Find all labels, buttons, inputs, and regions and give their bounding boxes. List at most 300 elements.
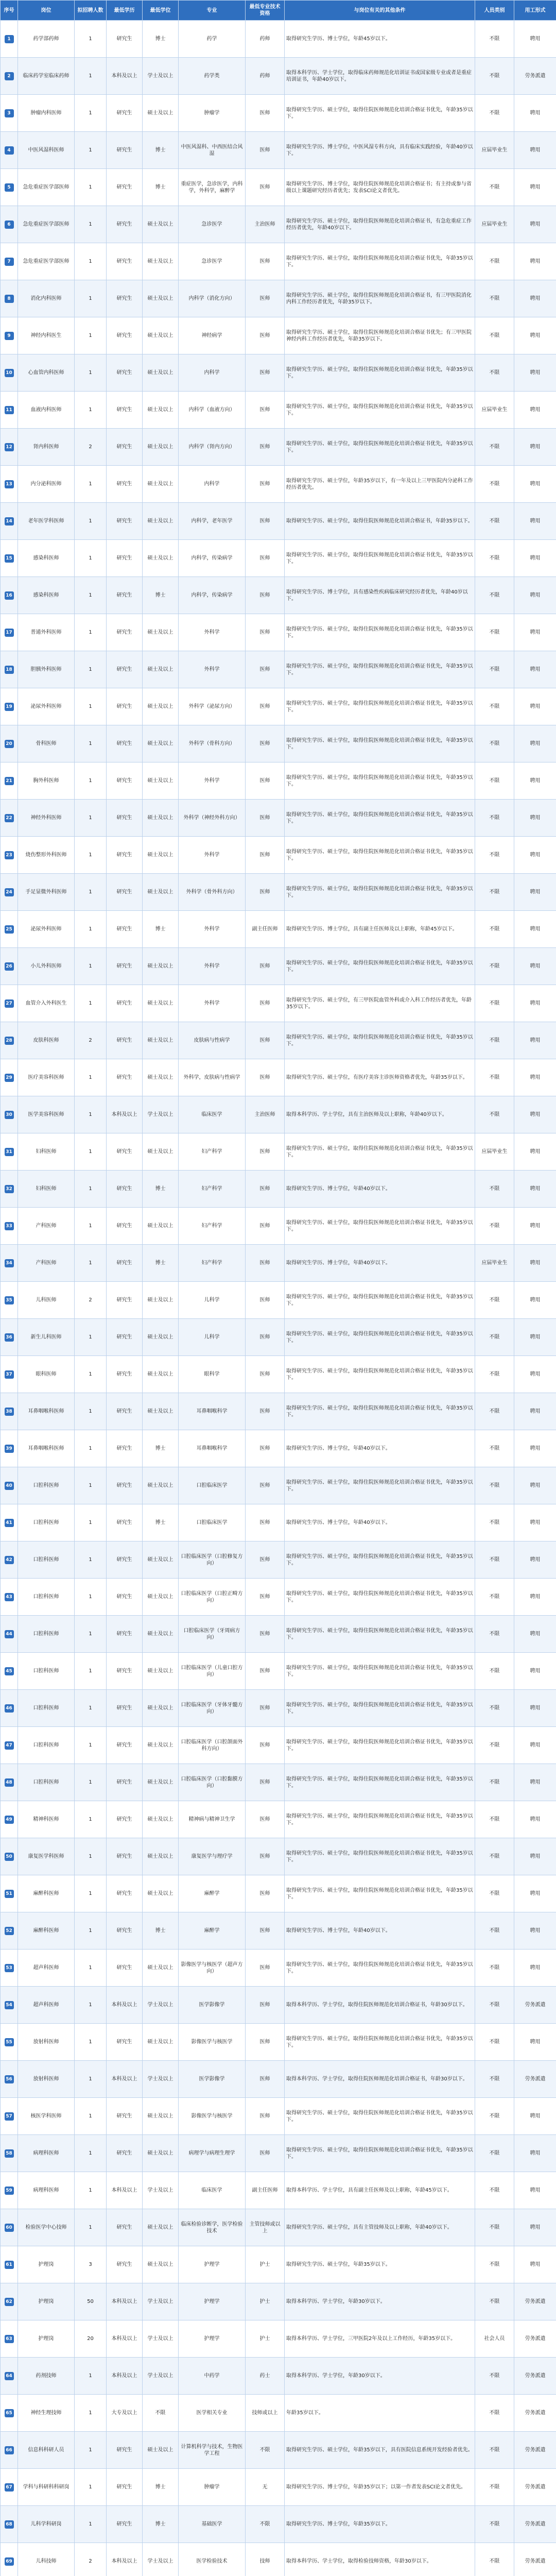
row-number-badge: 41 (5, 1519, 14, 1527)
cell-major: 外科学 (179, 762, 246, 800)
header-count: 拟招聘人数 (75, 1, 107, 21)
cell-conditions: 取得研究生学历、硕士学位，具有主管技师及以上职称，年龄40岁以下。 (285, 2209, 475, 2246)
cell-count: 1 (75, 2098, 107, 2135)
cell-conditions: 取得研究生学历、硕士学位，取得住院医师规范化培训合格证书优先，年龄35岁以下。 (285, 874, 475, 911)
row-number-badge: 33 (5, 1222, 14, 1230)
cell-employment-form: 聘用 (514, 1282, 556, 1319)
row-number-badge: 68 (5, 2520, 14, 2529)
cell-count: 1 (75, 1653, 107, 1690)
cell-qualification: 副主任医师 (246, 2172, 285, 2209)
cell-no (1, 1504, 18, 1541)
cell-conditions: 取得研究生学历、硕士学位，取得住院医师规范化培训合格证书优先，年龄35岁以下。 (285, 762, 475, 800)
cell-qualification: 医师 (246, 614, 285, 651)
table-row (1, 429, 556, 466)
cell-education: 研究生 (107, 466, 143, 503)
cell-employment-form: 聘用 (514, 911, 556, 948)
cell-major: 中医风湿科、中西医结合风湿 (179, 132, 246, 169)
cell-person-type: 不限 (475, 21, 514, 58)
cell-degree: 硕士及以上 (143, 1208, 179, 1245)
cell-major: 肿瘤学 (179, 95, 246, 132)
cell-no (1, 2543, 18, 2576)
cell-degree: 硕士及以上 (143, 1541, 179, 1579)
table-row (1, 2061, 556, 2098)
cell-person-type: 不限 (475, 1282, 514, 1319)
cell-degree: 硕士及以上 (143, 317, 179, 354)
cell-major: 外科学（泌尿方向） (179, 688, 246, 725)
cell-conditions: 取得研究生学历、博士学位，年龄45岁以下。 (285, 21, 475, 58)
cell-no (1, 1579, 18, 1616)
cell-degree: 硕士及以上 (143, 1393, 179, 1430)
cell-count: 1 (75, 1504, 107, 1541)
cell-education: 本科及以上 (107, 2320, 143, 2358)
cell-education: 研究生 (107, 1171, 143, 1208)
cell-degree: 硕士及以上 (143, 1950, 179, 1987)
cell-conditions: 取得本科学历、学士学位，年龄30岁以下。 (285, 2358, 475, 2395)
cell-education: 研究生 (107, 1245, 143, 1282)
table-row (1, 1579, 556, 1616)
cell-education: 本科及以上 (107, 1096, 143, 1133)
cell-person-type: 不限 (475, 688, 514, 725)
cell-conditions: 取得研究生学历、硕士学位，取得住院医师规范化培训合格证书优先，年龄35岁以下。 (285, 614, 475, 651)
table-row (1, 2209, 556, 2246)
cell-conditions: 取得研究生学历、硕士学位，取得住院医师规范化培训合格证书优先，年龄35岁以下。 (285, 800, 475, 837)
cell-qualification: 主治医师 (246, 206, 285, 243)
cell-conditions: 取得研究生学历、博士学位，年龄40岁以下。 (285, 1245, 475, 1282)
cell-qualification: 医师 (246, 1727, 285, 1764)
cell-employment-form: 聘用 (514, 429, 556, 466)
cell-no (1, 58, 18, 95)
cell-education: 研究生 (107, 1356, 143, 1393)
cell-employment-form: 聘用 (514, 1208, 556, 1245)
row-number-badge: 46 (5, 1704, 14, 1713)
cell-major: 重症医学，急诊医学，内科学，外科学，麻醉学 (179, 169, 246, 206)
cell-no (1, 1801, 18, 1838)
cell-qualification: 主管技师或以上 (246, 2209, 285, 2246)
cell-post: 耳鼻咽喉科医师 (18, 1430, 75, 1467)
cell-qualification: 医师 (246, 1319, 285, 1356)
cell-employment-form: 劳务派遣 (514, 2283, 556, 2320)
cell-degree: 博士 (143, 1430, 179, 1467)
cell-education: 研究生 (107, 2098, 143, 2135)
cell-post: 手足显微外科医师 (18, 874, 75, 911)
row-number-badge: 21 (5, 777, 14, 785)
cell-person-type: 不限 (475, 354, 514, 392)
cell-qualification: 医师 (246, 1690, 285, 1727)
row-number-badge: 23 (5, 851, 14, 859)
cell-no (1, 1690, 18, 1727)
cell-post: 老年医学科医师 (18, 503, 75, 540)
cell-count: 1 (75, 1987, 107, 2024)
table-row (1, 2469, 556, 2506)
cell-post: 胆胰外科医师 (18, 651, 75, 688)
cell-person-type: 不限 (475, 1801, 514, 1838)
table-row (1, 2024, 556, 2061)
cell-post: 口腔科医师 (18, 1504, 75, 1541)
cell-qualification: 医师 (246, 243, 285, 280)
cell-major: 护理学 (179, 2320, 246, 2358)
row-number-badge: 62 (5, 2298, 14, 2306)
cell-post: 口腔科医师 (18, 1579, 75, 1616)
cell-education: 研究生 (107, 1282, 143, 1319)
cell-degree: 博士 (143, 169, 179, 206)
cell-employment-form: 劳务派遣 (514, 2543, 556, 2576)
table-row (1, 1801, 556, 1838)
cell-qualification: 医师 (246, 1504, 285, 1541)
cell-employment-form: 聘用 (514, 1245, 556, 1282)
cell-post: 耳鼻咽喉科医师 (18, 1393, 75, 1430)
cell-employment-form: 聘用 (514, 132, 556, 169)
cell-person-type: 不限 (475, 1541, 514, 1579)
cell-degree: 硕士及以上 (143, 503, 179, 540)
cell-major: 儿科学 (179, 1319, 246, 1356)
cell-degree: 硕士及以上 (143, 280, 179, 317)
cell-degree: 硕士及以上 (143, 392, 179, 429)
table-row (1, 1764, 556, 1801)
table-row (1, 206, 556, 243)
row-number-badge: 69 (5, 2557, 14, 2566)
cell-major: 精神病与精神卫生学 (179, 1801, 246, 1838)
cell-conditions: 取得本科学历、学士学位，取得住院医师规范化培训合格证书，年龄30岁以下。 (285, 2061, 475, 2098)
cell-education: 研究生 (107, 1838, 143, 1875)
row-number-badge: 35 (5, 1296, 14, 1304)
cell-conditions: 取得研究生学历、硕士学位，取得住院医师规范化培训合格证书优先，年龄35岁以下。 (285, 1541, 475, 1579)
cell-count: 1 (75, 21, 107, 58)
row-number-badge: 22 (5, 814, 14, 822)
cell-conditions: 取得研究生学历、博士学位，年龄40岁以下。 (285, 1912, 475, 1950)
table-row (1, 1430, 556, 1467)
cell-education: 研究生 (107, 614, 143, 651)
cell-post: 肾内科医师 (18, 429, 75, 466)
cell-post: 医学美容科医师 (18, 1096, 75, 1133)
cell-employment-form: 聘用 (514, 2024, 556, 2061)
cell-qualification: 医师 (246, 1171, 285, 1208)
cell-education: 研究生 (107, 540, 143, 577)
table-row (1, 1690, 556, 1727)
cell-qualification: 医师 (246, 2024, 285, 2061)
cell-post: 病理科医师 (18, 2172, 75, 2209)
cell-count: 1 (75, 2024, 107, 2061)
cell-count: 2 (75, 1022, 107, 1059)
cell-major: 医学影像学 (179, 1987, 246, 2024)
cell-person-type: 不限 (475, 1022, 514, 1059)
row-number-badge: 32 (5, 1185, 14, 1193)
cell-post: 学科与科研科科研岗 (18, 2469, 75, 2506)
table-row (1, 132, 556, 169)
cell-education: 研究生 (107, 1541, 143, 1579)
row-number-badge: 9 (5, 332, 14, 340)
cell-person-type: 不限 (475, 1504, 514, 1541)
cell-no (1, 21, 18, 58)
cell-person-type: 不限 (475, 1764, 514, 1801)
cell-count: 1 (75, 725, 107, 762)
cell-education: 研究生 (107, 429, 143, 466)
cell-person-type: 应届毕业生 (475, 1133, 514, 1171)
cell-qualification: 不限 (246, 2506, 285, 2543)
cell-major: 神经病学 (179, 317, 246, 354)
row-number-badge: 28 (5, 1037, 14, 1045)
cell-education: 本科及以上 (107, 2283, 143, 2320)
cell-person-type: 应届毕业生 (475, 206, 514, 243)
cell-degree: 硕士及以上 (143, 985, 179, 1022)
cell-count: 1 (75, 2506, 107, 2543)
table-row (1, 2172, 556, 2209)
cell-qualification: 副主任医师 (246, 911, 285, 948)
cell-person-type: 不限 (475, 466, 514, 503)
cell-qualification: 医师 (246, 837, 285, 874)
cell-person-type: 应届毕业生 (475, 392, 514, 429)
cell-major: 口腔临床医学（口腔黏膜方向） (179, 1764, 246, 1801)
cell-count: 1 (75, 1245, 107, 1282)
cell-conditions: 取得研究生学历、硕士学位，取得住院医师规范化培训合格证书优先，年龄35岁以下。 (285, 1282, 475, 1319)
row-number-badge: 11 (5, 406, 14, 414)
cell-post: 感染科医师 (18, 577, 75, 614)
cell-no (1, 1912, 18, 1950)
cell-conditions: 取得研究生学历、硕士学位，取得住院医师规范化培训合格证书优先；有三甲医院神经内科工作经历者优先，年龄35岁以下。 (285, 317, 475, 354)
cell-person-type: 不限 (475, 800, 514, 837)
cell-qualification: 医师 (246, 1133, 285, 1171)
cell-qualification: 医师 (246, 95, 285, 132)
cell-major: 内科学（肾内方向） (179, 429, 246, 466)
cell-count: 1 (75, 651, 107, 688)
cell-no (1, 1875, 18, 1912)
cell-major: 内科学，老年医学 (179, 503, 246, 540)
cell-qualification: 医师 (246, 466, 285, 503)
row-number-badge: 30 (5, 1111, 14, 1119)
cell-conditions: 取得研究生学历、硕士学位，年龄35岁以下。 (285, 2246, 475, 2283)
cell-conditions: 取得研究生学历、硕士学位，取得住院医师规范化培训合格证书优先，年龄35岁以下。 (285, 1616, 475, 1653)
table-row (1, 21, 556, 58)
cell-count: 1 (75, 1319, 107, 1356)
cell-major: 儿科学 (179, 1282, 246, 1319)
cell-post: 精神科医师 (18, 1801, 75, 1838)
cell-education: 研究生 (107, 688, 143, 725)
cell-conditions: 取得研究生学历、硕士学位，取得住院医师规范化培训合格证书优先，年龄35岁以下。 (285, 1133, 475, 1171)
cell-person-type: 不限 (475, 1059, 514, 1096)
cell-major: 计算机科学与技术，生物医学工程 (179, 2432, 246, 2469)
cell-no (1, 837, 18, 874)
cell-education: 研究生 (107, 1319, 143, 1356)
table-row (1, 2246, 556, 2283)
cell-degree: 博士 (143, 1912, 179, 1950)
cell-education: 研究生 (107, 169, 143, 206)
cell-education: 研究生 (107, 837, 143, 874)
cell-person-type: 不限 (475, 95, 514, 132)
cell-education: 研究生 (107, 1579, 143, 1616)
cell-degree: 硕士及以上 (143, 874, 179, 911)
table-row (1, 1245, 556, 1282)
row-number-badge: 63 (5, 2335, 14, 2343)
row-number-badge: 20 (5, 740, 14, 748)
cell-qualification: 主治医师 (246, 1096, 285, 1133)
cell-qualification: 医师 (246, 280, 285, 317)
row-number-badge: 34 (5, 1259, 14, 1267)
cell-education: 本科及以上 (107, 2543, 143, 2576)
cell-conditions: 取得研究生学历、硕士学位，取得住院医师规范化培训合格证书优先，年龄35岁以下。 (285, 948, 475, 985)
table-row (1, 392, 556, 429)
cell-conditions: 取得研究生学历、博士学位，具有副主任医师及以上职称，年龄45岁以下。 (285, 911, 475, 948)
cell-no (1, 1208, 18, 1245)
cell-major: 护理学 (179, 2283, 246, 2320)
row-number-badge: 66 (5, 2446, 14, 2454)
cell-conditions: 取得研究生学历、硕士学位，取得住院医师规范化培训合格证书优先，年龄35岁以下。 (285, 1579, 475, 1616)
cell-employment-form: 聘用 (514, 1912, 556, 1950)
row-number-badge: 58 (5, 2149, 14, 2158)
cell-post: 口腔科医师 (18, 1467, 75, 1504)
cell-employment-form: 聘用 (514, 1430, 556, 1467)
cell-major: 妇产科学 (179, 1171, 246, 1208)
cell-no (1, 2061, 18, 2098)
cell-person-type: 不限 (475, 948, 514, 985)
cell-degree: 学士及以上 (143, 2172, 179, 2209)
cell-major: 内科学，传染病学 (179, 577, 246, 614)
cell-employment-form: 聘用 (514, 1133, 556, 1171)
cell-no (1, 1838, 18, 1875)
cell-major: 外科学 (179, 948, 246, 985)
row-number-badge: 53 (5, 1964, 14, 1972)
cell-post: 泌尿外科医师 (18, 688, 75, 725)
table-row (1, 243, 556, 280)
cell-employment-form: 聘用 (514, 1171, 556, 1208)
cell-no (1, 354, 18, 392)
table-row (1, 503, 556, 540)
header-education: 最低学历 (107, 1, 143, 21)
cell-employment-form: 聘用 (514, 1801, 556, 1838)
cell-education: 研究生 (107, 911, 143, 948)
header-degree: 最低学位 (143, 1, 179, 21)
cell-employment-form: 聘用 (514, 800, 556, 837)
cell-post: 麻醉科医师 (18, 1912, 75, 1950)
cell-employment-form: 聘用 (514, 243, 556, 280)
cell-no (1, 762, 18, 800)
cell-education: 研究生 (107, 800, 143, 837)
cell-qualification: 不限 (246, 2432, 285, 2469)
table-row (1, 1616, 556, 1653)
cell-person-type: 应届毕业生 (475, 132, 514, 169)
cell-degree: 硕士及以上 (143, 1059, 179, 1096)
table-row (1, 911, 556, 948)
cell-education: 研究生 (107, 1059, 143, 1096)
cell-post: 麻醉科医师 (18, 1875, 75, 1912)
row-number-badge: 27 (5, 999, 14, 1008)
cell-post: 急危重症医学部医师 (18, 169, 75, 206)
table-row (1, 2506, 556, 2543)
table-row (1, 2135, 556, 2172)
cell-no (1, 1096, 18, 1133)
cell-conditions: 取得研究生学历、硕士学位，取得住院医师规范化培训合格证书优先，年龄35岁以下。 (285, 1875, 475, 1912)
cell-education: 研究生 (107, 762, 143, 800)
table-row (1, 948, 556, 985)
row-number-badge: 26 (5, 962, 14, 971)
cell-count: 1 (75, 2135, 107, 2172)
cell-education: 研究生 (107, 1616, 143, 1653)
cell-employment-form: 聘用 (514, 21, 556, 58)
cell-employment-form: 聘用 (514, 1690, 556, 1727)
row-number-badge: 6 (5, 221, 14, 229)
cell-employment-form: 聘用 (514, 540, 556, 577)
cell-count: 1 (75, 985, 107, 1022)
cell-degree: 学士及以上 (143, 2283, 179, 2320)
cell-conditions: 取得本科学历、学士学位，取得住院医师规范化培训合格证书，年龄30岁以下。 (285, 1987, 475, 2024)
cell-person-type: 不限 (475, 2395, 514, 2432)
table-row (1, 1950, 556, 1987)
cell-no (1, 1133, 18, 1171)
cell-major: 护理学 (179, 2246, 246, 2283)
cell-count: 1 (75, 1430, 107, 1467)
cell-conditions: 取得研究生学历、硕士学位，有医疗美容主诊医师资格者优先，年龄35岁以下。 (285, 1059, 475, 1096)
cell-employment-form: 劳务派遣 (514, 1987, 556, 2024)
cell-no (1, 1653, 18, 1690)
row-number-badge: 13 (5, 480, 14, 488)
cell-post: 中医风湿科医师 (18, 132, 75, 169)
cell-education: 研究生 (107, 1875, 143, 1912)
header-no: 序号 (1, 1, 18, 21)
cell-degree: 学士及以上 (143, 2358, 179, 2395)
cell-count: 1 (75, 354, 107, 392)
cell-qualification: 护士 (246, 2283, 285, 2320)
cell-employment-form: 聘用 (514, 354, 556, 392)
cell-person-type: 不限 (475, 2172, 514, 2209)
table-row (1, 2432, 556, 2469)
cell-conditions: 取得研究生学历、硕士学位，取得住院医师规范化培训合格证书优先，年龄35岁以下。 (285, 392, 475, 429)
cell-employment-form: 劳务派遣 (514, 2358, 556, 2395)
cell-major: 医学检验技术 (179, 2543, 246, 2576)
cell-conditions: 取得研究生学历、硕士学位，取得住院医师规范化培训合格证书优先，年龄35岁以下。 (285, 1356, 475, 1393)
cell-major: 耳鼻咽喉科学 (179, 1393, 246, 1430)
cell-employment-form: 聘用 (514, 1764, 556, 1801)
cell-education: 研究生 (107, 874, 143, 911)
table-row (1, 1282, 556, 1319)
cell-degree: 博士 (143, 21, 179, 58)
cell-degree: 硕士及以上 (143, 837, 179, 874)
cell-no (1, 2283, 18, 2320)
cell-no (1, 1356, 18, 1393)
header-qualification: 最低专业技术资格 (246, 1, 285, 21)
cell-degree: 硕士及以上 (143, 1579, 179, 1616)
cell-conditions: 取得研究生学历、硕士学位，取得住院医师规范化培训合格证书优先，年龄35岁以下。 (285, 1208, 475, 1245)
cell-person-type: 不限 (475, 837, 514, 874)
cell-conditions: 取得研究生学历、硕士学位，取得住院医师规范化培训合格证书优先，年龄35岁以下。 (285, 243, 475, 280)
cell-major: 急诊医学 (179, 206, 246, 243)
cell-post: 口腔科医师 (18, 1727, 75, 1764)
cell-qualification: 医师 (246, 354, 285, 392)
cell-no (1, 911, 18, 948)
cell-education: 研究生 (107, 2209, 143, 2246)
row-number-badge: 37 (5, 1370, 14, 1379)
cell-post: 病理科医师 (18, 2135, 75, 2172)
cell-qualification: 药师 (246, 58, 285, 95)
cell-qualification: 医师 (246, 651, 285, 688)
cell-post: 神经外科医师 (18, 800, 75, 837)
cell-major: 外科学，皮肤病与性病学 (179, 1059, 246, 1096)
cell-post: 心血管内科医师 (18, 354, 75, 392)
cell-count: 1 (75, 577, 107, 614)
table-row (1, 1356, 556, 1393)
cell-post: 儿科医师 (18, 1282, 75, 1319)
cell-education: 研究生 (107, 317, 143, 354)
cell-education: 研究生 (107, 1764, 143, 1801)
cell-no (1, 614, 18, 651)
cell-employment-form: 聘用 (514, 1727, 556, 1764)
cell-no (1, 1393, 18, 1430)
cell-person-type: 不限 (475, 725, 514, 762)
cell-employment-form: 聘用 (514, 1319, 556, 1356)
cell-no (1, 206, 18, 243)
cell-count: 1 (75, 1690, 107, 1727)
cell-no (1, 317, 18, 354)
cell-no (1, 280, 18, 317)
cell-no (1, 2209, 18, 2246)
cell-count: 1 (75, 1171, 107, 1208)
